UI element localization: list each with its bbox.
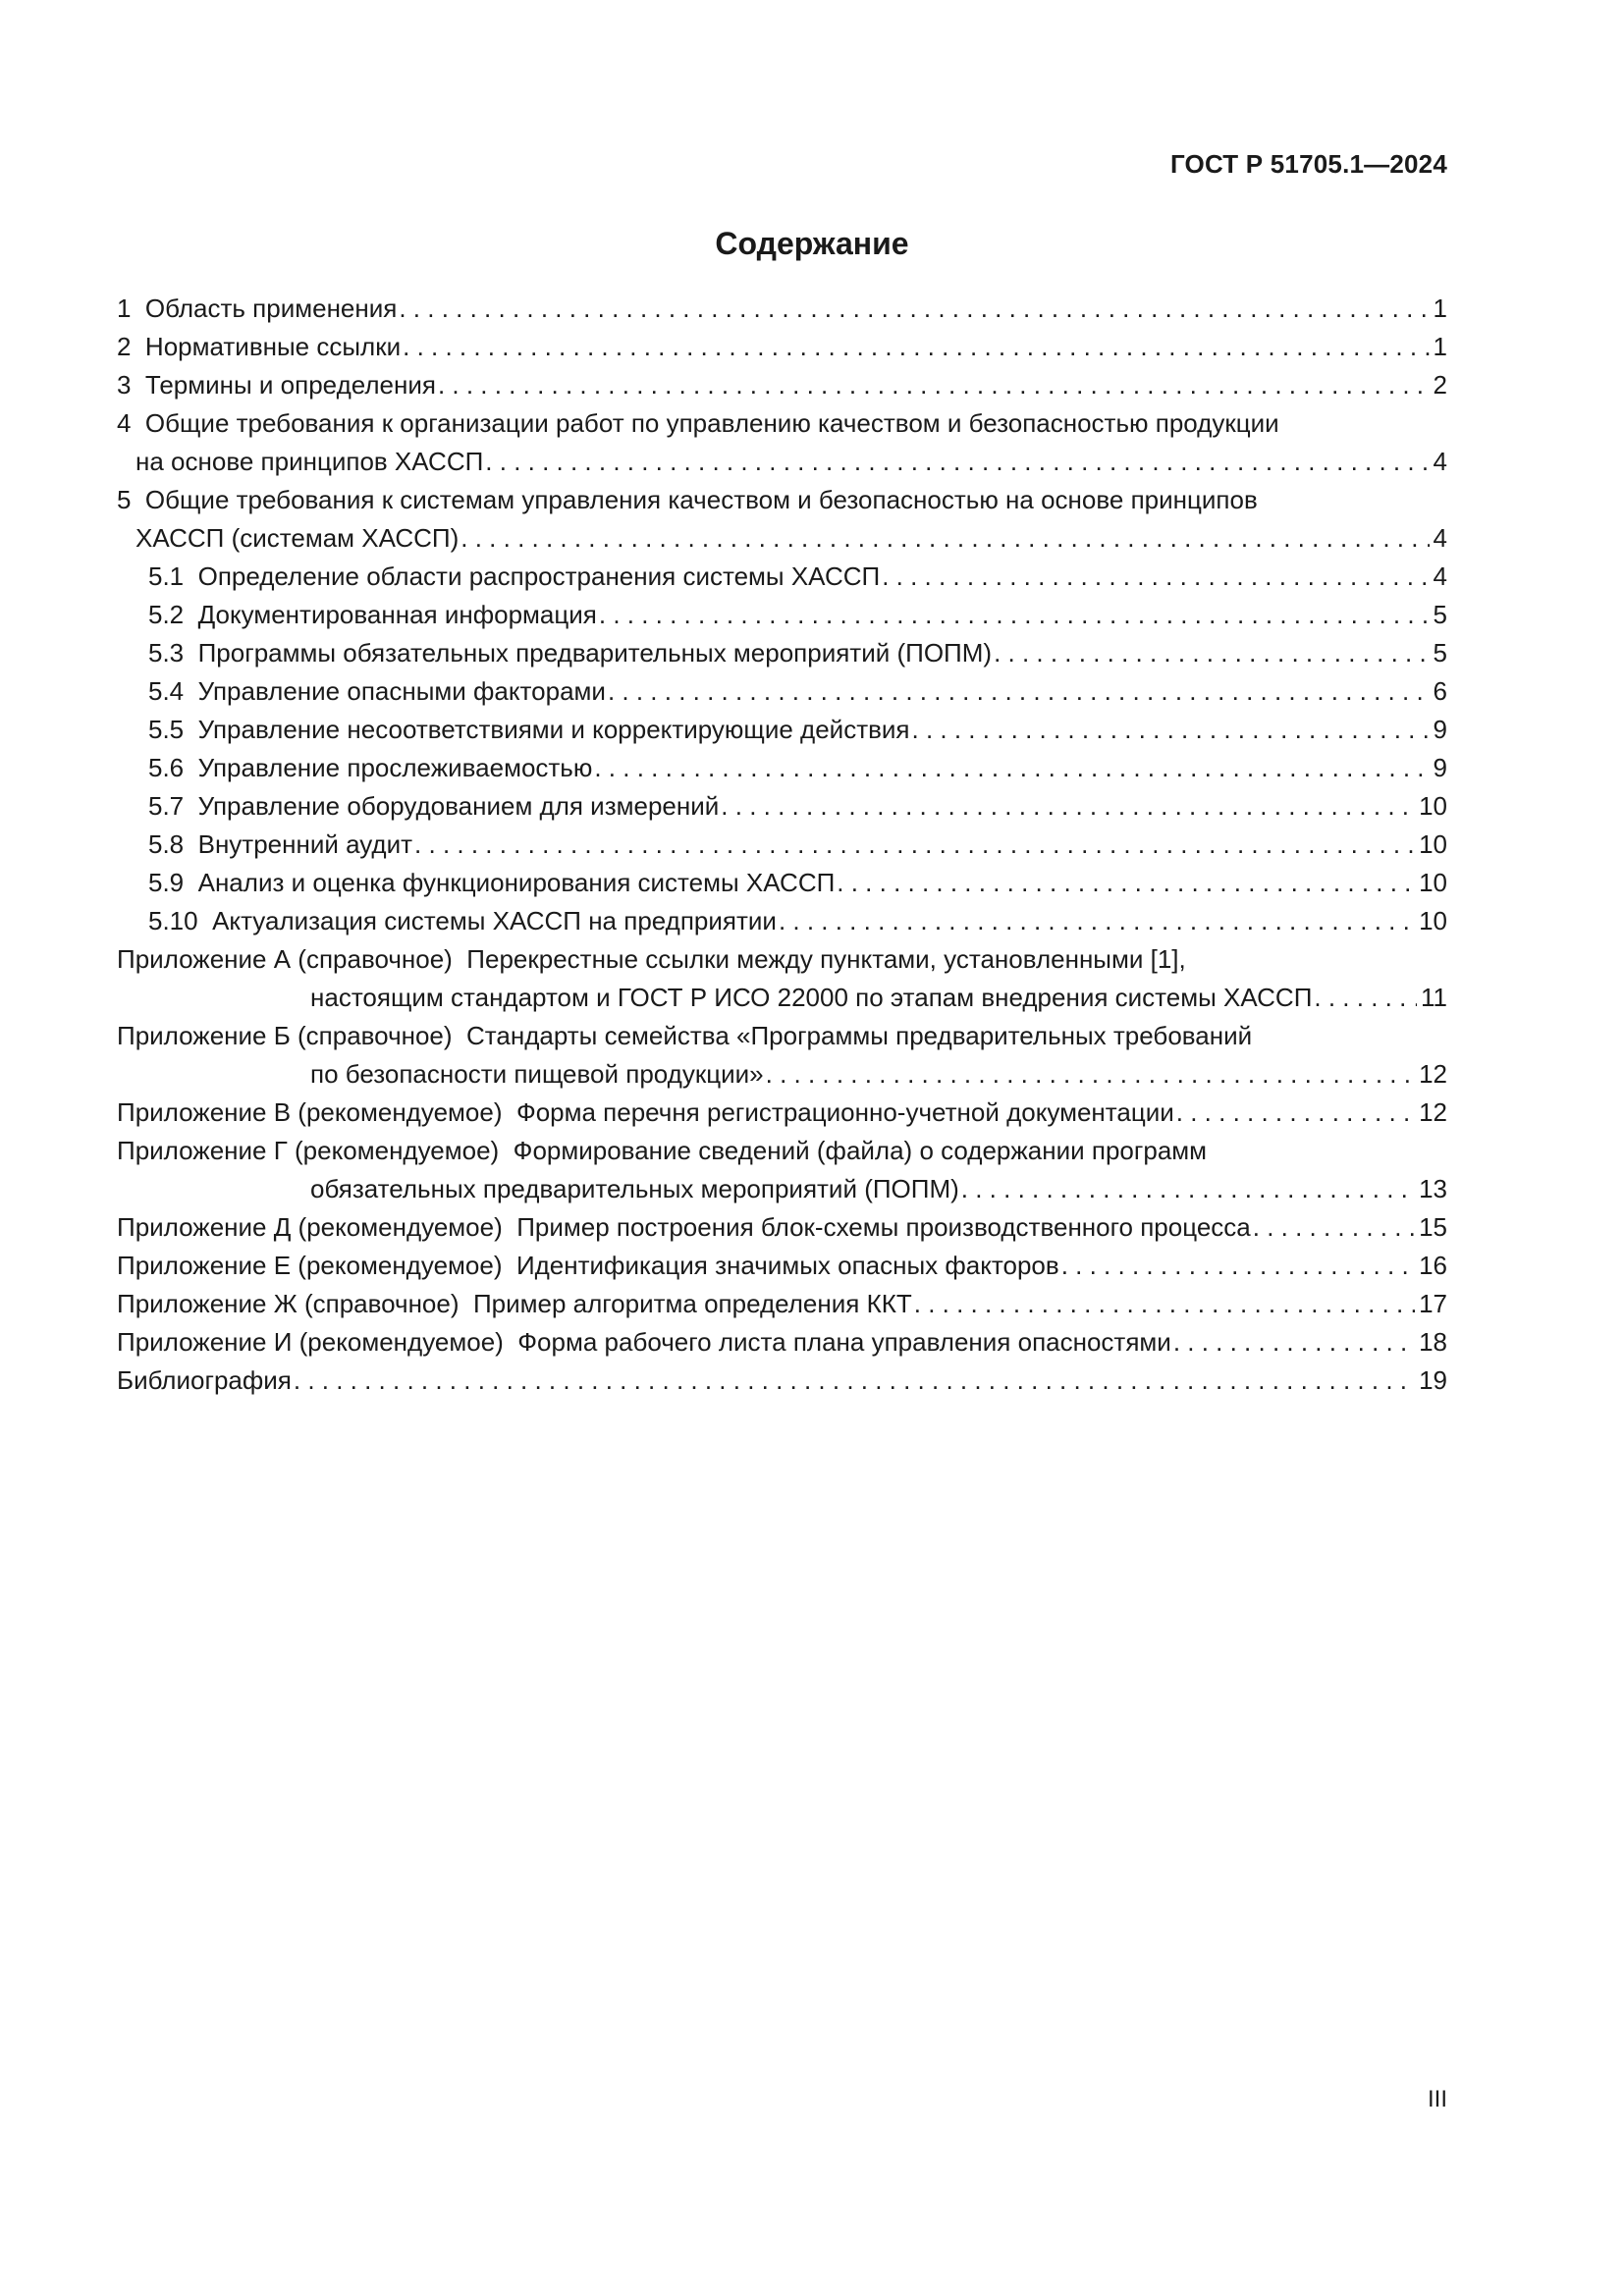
toc-entry[interactable] [117, 404, 1447, 443]
appendix-label: Приложение Б (справочное) [117, 1021, 453, 1050]
toc-entry-title: Нормативные ссылки [144, 332, 402, 361]
toc-entry-page: 15 [1419, 1212, 1447, 1242]
toc-entry-title: Пример построения блок-схемы производственного процесса [516, 1212, 1251, 1242]
appendix-label: Приложение И (рекомендуемое) [117, 1327, 504, 1357]
toc-subentry[interactable] [117, 826, 1447, 864]
toc-entry-title: Форма рабочего листа плана управления опасностями [517, 1327, 1171, 1357]
dot-leader [835, 864, 1415, 902]
appendix-label: Приложение Г (рекомендуемое) [117, 1136, 500, 1165]
toc-entry-page: 9 [1433, 753, 1447, 782]
toc-entry-continuation[interactable] [117, 1055, 1447, 1094]
toc-entry-title: Общие требования к организации работ по управлению качеством и безопасностью продукции [144, 408, 1279, 438]
toc-entry-number: 5.4 [148, 676, 185, 706]
toc-entry-number: 5 [117, 485, 132, 514]
toc-entry-number: 5.9 [148, 868, 185, 897]
toc-appendix-entry[interactable] [117, 1094, 1447, 1132]
toc-entry-continuation[interactable] [117, 443, 1447, 481]
toc-entry[interactable] [117, 481, 1447, 519]
toc-subentry[interactable] [117, 558, 1447, 596]
dot-leader [606, 672, 1430, 711]
toc-entry-number: 5.8 [148, 829, 185, 859]
toc-entry-title: Управление опасными факторами [197, 676, 606, 706]
toc-entry-title: Формирование сведений (файла) о содержании программ [513, 1136, 1208, 1165]
toc-appendix-entry[interactable] [117, 1017, 1447, 1055]
dot-leader [436, 366, 1430, 404]
toc-entry-number: 4 [117, 408, 132, 438]
toc-entry-page: 1 [1433, 294, 1447, 323]
toc-entry-page: 16 [1419, 1251, 1447, 1280]
toc-entry-number: 5.2 [148, 600, 185, 629]
dot-leader [880, 558, 1429, 596]
dot-leader [910, 711, 1430, 749]
toc-entry-page: 12 [1419, 1059, 1447, 1089]
toc-entry-title-continued: настоящим стандартом и ГОСТ Р ИСО 22000 по этапам внедрения системы ХАССП [310, 979, 1312, 1017]
dot-leader [592, 749, 1429, 787]
dot-leader [1312, 979, 1417, 1017]
dot-leader [401, 328, 1429, 366]
toc-entry-continuation[interactable] [117, 519, 1447, 558]
dot-leader [1171, 1323, 1415, 1362]
toc-entry-title: Программы обязательных предварительных мероприятий (ПОПМ) [197, 638, 993, 667]
dot-leader [459, 519, 1429, 558]
toc-subentry[interactable] [117, 596, 1447, 634]
toc-entry-title: Определение области распространения системы ХАССП [197, 561, 881, 591]
dot-leader [292, 1362, 1415, 1400]
toc-bibliography-entry[interactable] [117, 1362, 1447, 1400]
toc-subentry[interactable] [117, 749, 1447, 787]
page-number: III [1427, 2086, 1447, 2112]
toc-entry-page: 13 [1419, 1174, 1447, 1203]
toc-appendix-entry[interactable] [117, 940, 1447, 979]
dot-leader [397, 290, 1429, 328]
toc-entry-number: 5.7 [148, 791, 185, 821]
toc-entry-title-continued: обязательных предварительных мероприятий (ПОПМ) [310, 1170, 959, 1208]
toc-entry-title: Общие требования к системам управления качеством и безопасностью на основе принципов [144, 485, 1258, 514]
toc-appendix-entry[interactable] [117, 1285, 1447, 1323]
toc-entry-page: 10 [1419, 868, 1447, 897]
toc-entry-page: 5 [1433, 638, 1447, 667]
toc-entry-page: 17 [1419, 1289, 1447, 1318]
toc-entry-title: Управление прослеживаемостью [197, 753, 593, 782]
toc-entry-page: 4 [1433, 561, 1447, 591]
toc-subentry[interactable] [117, 672, 1447, 711]
toc-entry-title: Анализ и оценка функционирования системы ХАССП [197, 868, 836, 897]
toc-entry-page: 1 [1433, 332, 1447, 361]
toc-entry-page: 10 [1419, 791, 1447, 821]
document-identifier: ГОСТ Р 51705.1—2024 [1169, 149, 1447, 179]
toc-entry-page: 11 [1421, 983, 1447, 1012]
toc-subentry[interactable] [117, 864, 1447, 902]
dot-leader [912, 1285, 1415, 1323]
dot-leader [719, 787, 1415, 826]
toc-entry-page: 6 [1433, 676, 1447, 706]
dot-leader [1251, 1208, 1415, 1247]
dot-leader [992, 634, 1429, 672]
toc-entry[interactable] [117, 328, 1447, 366]
appendix-label: Приложение Д (рекомендуемое) [117, 1212, 503, 1242]
toc-entry-page: 9 [1433, 715, 1447, 744]
toc-appendix-entry[interactable] [117, 1132, 1447, 1170]
toc-title: Содержание [715, 226, 909, 261]
toc-entry-title-continued: на основе принципов ХАССП [135, 443, 483, 481]
toc-entry-page: 19 [1419, 1365, 1447, 1395]
toc-entry-title: Внутренний аудит [197, 829, 413, 859]
toc-entry-number: 3 [117, 370, 132, 400]
dot-leader [764, 1055, 1415, 1094]
toc-entry-title: Управление оборудованием для измерений [197, 791, 720, 821]
toc-entry-title-continued: по безопасности пищевой продукции» [310, 1055, 764, 1094]
toc-entry-title-continued: ХАССП (системам ХАССП) [135, 519, 459, 558]
toc-entry-number: 5.1 [148, 561, 185, 591]
toc-entry-title: Перекрестные ссылки между пунктами, установленными [1], [466, 944, 1186, 974]
toc-entry-number: 5.3 [148, 638, 185, 667]
toc-entry-title: Стандарты семейства «Программы предварительных требований [466, 1021, 1253, 1050]
toc-entry-continuation[interactable] [117, 979, 1447, 1017]
dot-leader [1059, 1247, 1415, 1285]
dot-leader [959, 1170, 1415, 1208]
toc-entry-page: 2 [1433, 370, 1447, 400]
toc-entry-number: 5.6 [148, 753, 185, 782]
toc-appendix-entry[interactable] [117, 1247, 1447, 1285]
toc-entry-page: 10 [1419, 906, 1447, 935]
appendix-label: Приложение Ж (справочное) [117, 1289, 460, 1318]
toc-entry-number: 5.5 [148, 715, 185, 744]
dot-leader [412, 826, 1415, 864]
toc-entry[interactable] [117, 290, 1447, 328]
toc-appendix-entry[interactable] [117, 1323, 1447, 1362]
toc-entry-page: 4 [1433, 447, 1447, 476]
toc-entry-title: Термины и определения [144, 370, 436, 400]
toc-entry-title: Пример алгоритма определения ККТ [472, 1289, 912, 1318]
dot-leader [483, 443, 1429, 481]
toc-subentry[interactable] [117, 902, 1447, 940]
toc-entry-title: Актуализация системы ХАССП на предприятии [212, 906, 777, 935]
toc-entry-page: 4 [1433, 523, 1447, 553]
dot-leader [1174, 1094, 1415, 1132]
dot-leader [777, 902, 1415, 940]
toc-entry[interactable] [117, 366, 1447, 404]
toc-entry-title: Область применения [144, 294, 398, 323]
toc-entry-page: 12 [1419, 1097, 1447, 1127]
dot-leader [597, 596, 1430, 634]
toc-entry-title: Идентификация значимых опасных факторов [515, 1251, 1059, 1280]
toc-entry-title: Библиография [117, 1362, 292, 1400]
toc-entry-number: 1 [117, 294, 132, 323]
toc-subentry[interactable] [117, 711, 1447, 749]
appendix-label: Приложение Е (рекомендуемое) [117, 1251, 503, 1280]
toc-subentry[interactable] [117, 634, 1447, 672]
toc-subentry[interactable] [117, 787, 1447, 826]
toc-entry-number: 5.10 [148, 906, 198, 935]
toc-entry-title: Управление несоответствиями и корректирующие действия [197, 715, 910, 744]
toc-entry-page: 5 [1433, 600, 1447, 629]
appendix-label: Приложение А (справочное) [117, 944, 453, 974]
toc-entry-title: Форма перечня регистрационно-учетной документации [515, 1097, 1174, 1127]
toc-entry-title: Документированная информация [197, 600, 597, 629]
toc-entry-continuation[interactable] [117, 1170, 1447, 1208]
appendix-label: Приложение В (рекомендуемое) [117, 1097, 503, 1127]
toc-entry-page: 18 [1419, 1327, 1447, 1357]
toc-entry-number: 2 [117, 332, 132, 361]
table-of-contents [117, 290, 1447, 1400]
toc-appendix-entry[interactable] [117, 1208, 1447, 1247]
toc-entry-page: 10 [1419, 829, 1447, 859]
